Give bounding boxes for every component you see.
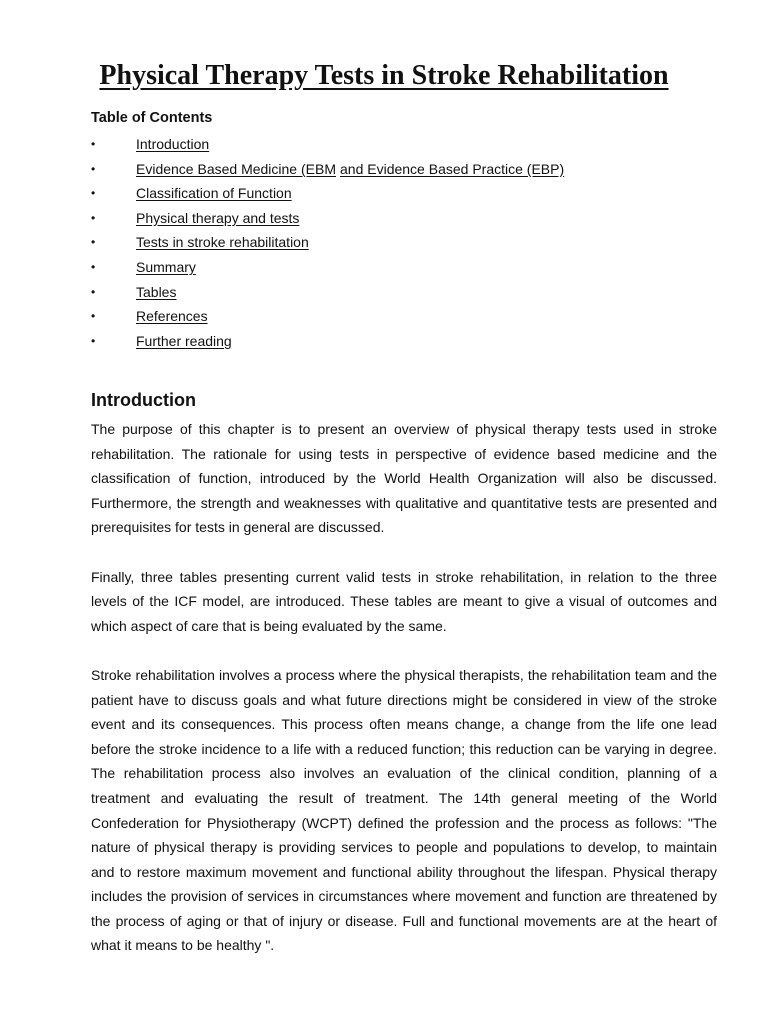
toc-link-introduction[interactable]: Introduction (136, 136, 210, 152)
toc-link-stroke-tests[interactable]: Tests in stroke rehabilitation (136, 234, 309, 251)
bullet-icon: • (91, 186, 96, 201)
toc-link-tables[interactable]: Tables (136, 283, 177, 300)
toc-link-ebm-part[interactable]: Evidence Based Medicine (EBM (136, 160, 336, 177)
toc-heading: Table of Contents (91, 110, 213, 126)
bullet-icon: • (91, 161, 96, 176)
bullet-icon: • (91, 284, 96, 299)
toc-link-references[interactable]: References (136, 308, 208, 325)
bullet-icon: • (91, 259, 96, 274)
document-title: Physical Therapy Tests in Stroke Rehabilitation (99, 60, 669, 91)
introduction-heading: Introduction (91, 390, 196, 410)
bullet-icon: • (91, 137, 96, 151)
toc-link-further-reading[interactable]: Further reading (136, 332, 232, 349)
toc-link-classification[interactable]: Classification of Function (136, 185, 292, 202)
bullet-icon: • (91, 210, 96, 225)
toc-link-ebm-ebp[interactable] (136, 158, 564, 180)
toc-link-summary[interactable]: Summary (136, 258, 196, 275)
paragraph: Stroke rehabilitation involves a process where the physical therapists, the rehabilitation team and the patient have to discuss goals and what future directions might be considered in view of the stroke event and its consequences. This process often means change, a change from the life one lead before the stroke incidence to a life with a reduced function; this reduction can be varying in degree. The rehabilitation process also involves an evaluation of the clinical condition, planning of a treatment and evaluating the result of treatment. The 14th general meeting of the World Confederation for Physiotherapy (WCPT) defined the profession and the process as follows: "The nature of physical therapy is providing services to people and populations to develop, to maintain and to restore maximum movement and functional ability throughout the lifespan. Physical therapy includes the provision of services in circumstances where movement and function are threatened by the process of aging or that of injury or disease. Full and functional movements are at the heart of what it means to be healthy ". (91, 666, 717, 954)
bullet-icon: • (91, 309, 96, 324)
introduction-body (91, 417, 717, 983)
bullet-icon: • (91, 235, 96, 250)
paragraph: Finally, three tables presenting current valid tests in stroke rehabilitation, in relation to the three levels of the ICF model, are introduced. These tables are meant to give a visual of outcomes and which aspect of care that is being evaluated by the same. (91, 568, 717, 634)
bullet-icon: • (91, 333, 96, 348)
paragraph: The purpose of this chapter is to present an overview of physical therapy tests used in stroke rehabilitation. The rationale for using tests in perspective of evidence based medicine and the classification of function, introduced by the World Health Organization will also be discussed. Furthermore, the strength and weaknesses with qualitative and quantitative tests are presented and prerequisites for tests in general are discussed. (91, 421, 717, 536)
toc-link-ebp-part[interactable]: and Evidence Based Practice (EBP) (340, 160, 565, 177)
toc-link-physical-therapy-tests[interactable]: Physical therapy and tests (136, 209, 300, 226)
